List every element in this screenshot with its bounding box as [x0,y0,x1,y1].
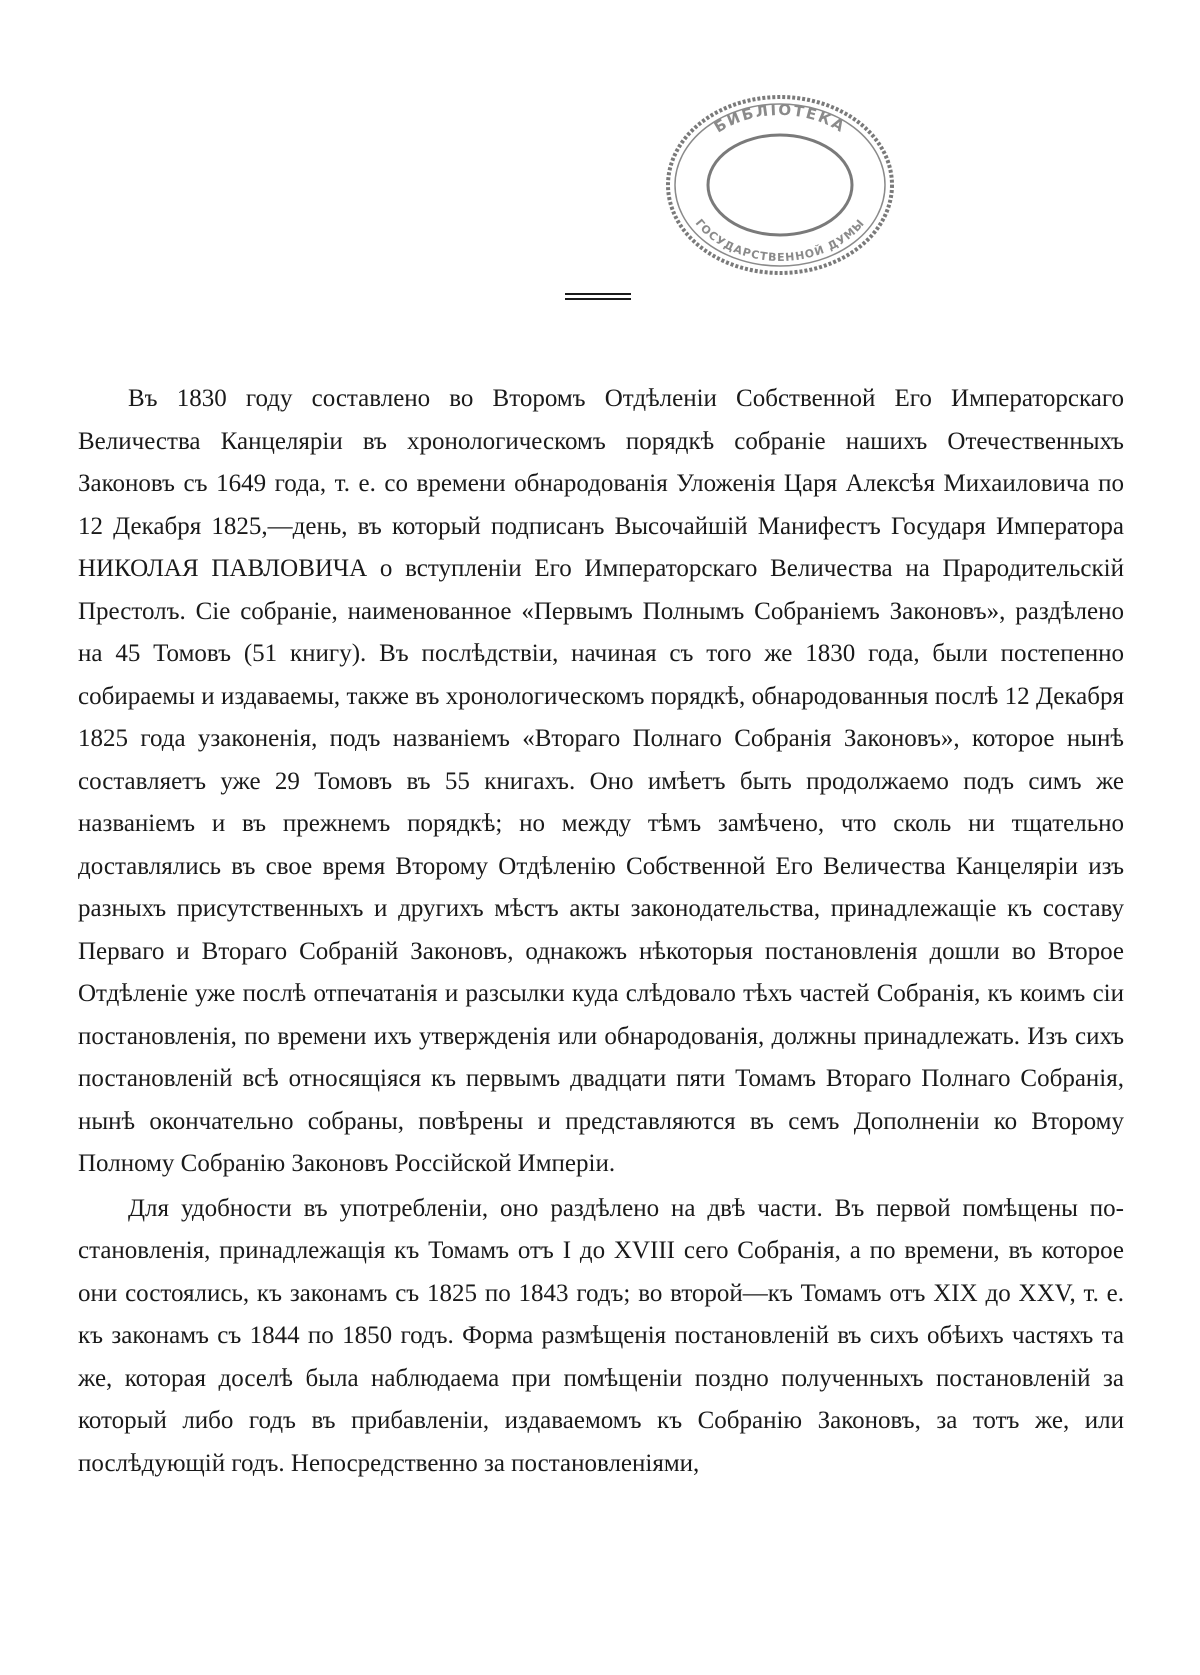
paragraph-2: Для удобности въ употребленіи, оно раздѣлено на двѣ части. Въ первой помѣщены постановленія, принадлежащія къ Томамъ отъ I до XVIII сего Собранія, а по времени, въ которое они состоялись, къ законамъ съ 1825 по 1843 годъ; во второй—къ Томамъ отъ XIX до XXV, т. е. къ законамъ съ 1844 по 1850 годъ. Форма размѣщенія постановленій въ сихъ обѣихъ частяхъ та же, которая доселѣ была наблюдаема при помѣщеніи поздно полученныхъ постановленій за который либо годъ въ прибавленіи, издаваемомъ къ Собранію Законовъ, за тотъ же, или послѣдующій годъ. Непосредственно за постановленіями, [78,1194,1124,1477]
document-body [78,378,1124,1485]
stamp-text-bottom: ГОСУДАРСТВЕННОЙ ДУМЫ [692,216,868,265]
double-rule-divider [565,293,631,303]
stamp-text-top: БИБЛІОТЕКА [710,100,850,137]
library-stamp [660,90,900,280]
paragraph-1: Въ 1830 году составлено во Второмъ Отдѣленіи Собственной Его Императорскаго Величества Канцеляріи въ хронологическомъ порядкѣ собраніе нашихъ Отечественныхъ Законовъ съ 1649 года, т. е. со времени обнародованія Уложенія Царя Алексѣя Михаиловича по 12 Декабря 1825,—день, въ который подписанъ Высочайшій Манифестъ Государя Императора НИКОЛАЯ ПАВЛОВИЧА о вступленіи Его Императорскаго Величества на Прародительскій Престолъ. Сіе собраніе, наименованное «Первымъ Полнымъ Собраніемъ Законовъ», раздѣлено на 45 Томовъ (51 книгу). Въ послѣдствіи, начиная съ того же 1830 года, были постепенно собираемы и издаваемы, также въ хронологическомъ порядкѣ, обнародованныя послѣ 12 Декабря 1825 года узаконенія, подъ названіемъ «Втораго Полнаго Собранія Законовъ», которое нынѣ составляетъ уже 29 Томовъ въ 55 книгахъ. Оно имѣетъ быть продолжаемо подъ симъ же названіемъ и въ прежнемъ порядкѣ; но между тѣмъ замѣчено, что сколь ни тщательно доставлялись въ свое время Второму Отдѣленію Собственной Его Величества Канцеляріи изъ разныхъ присутственныхъ и другихъ мѣстъ акты законодательства, принадлежащіе къ составу Перваго и Втораго Собраній Законовъ, однакожъ нѣкоторыя постановленія дошли во Второе Отдѣленіе уже послѣ отпечатанія и разсылки куда слѣдовало тѣхъ частей Собранія, къ коимъ сіи постановленія, по времени ихъ утвержденія или обнародованія, должны принадлежать. Изъ сихъ постановленій всѣ относящіяся къ первымъ двадцати пяти Томамъ Втораго Полнаго Собранія, нынѣ окончательно собраны, повѣрены и представляются въ семъ Дополненіи ко Второму Полному Собранію Законовъ Россійской Имперіи. [78,385,1124,1177]
